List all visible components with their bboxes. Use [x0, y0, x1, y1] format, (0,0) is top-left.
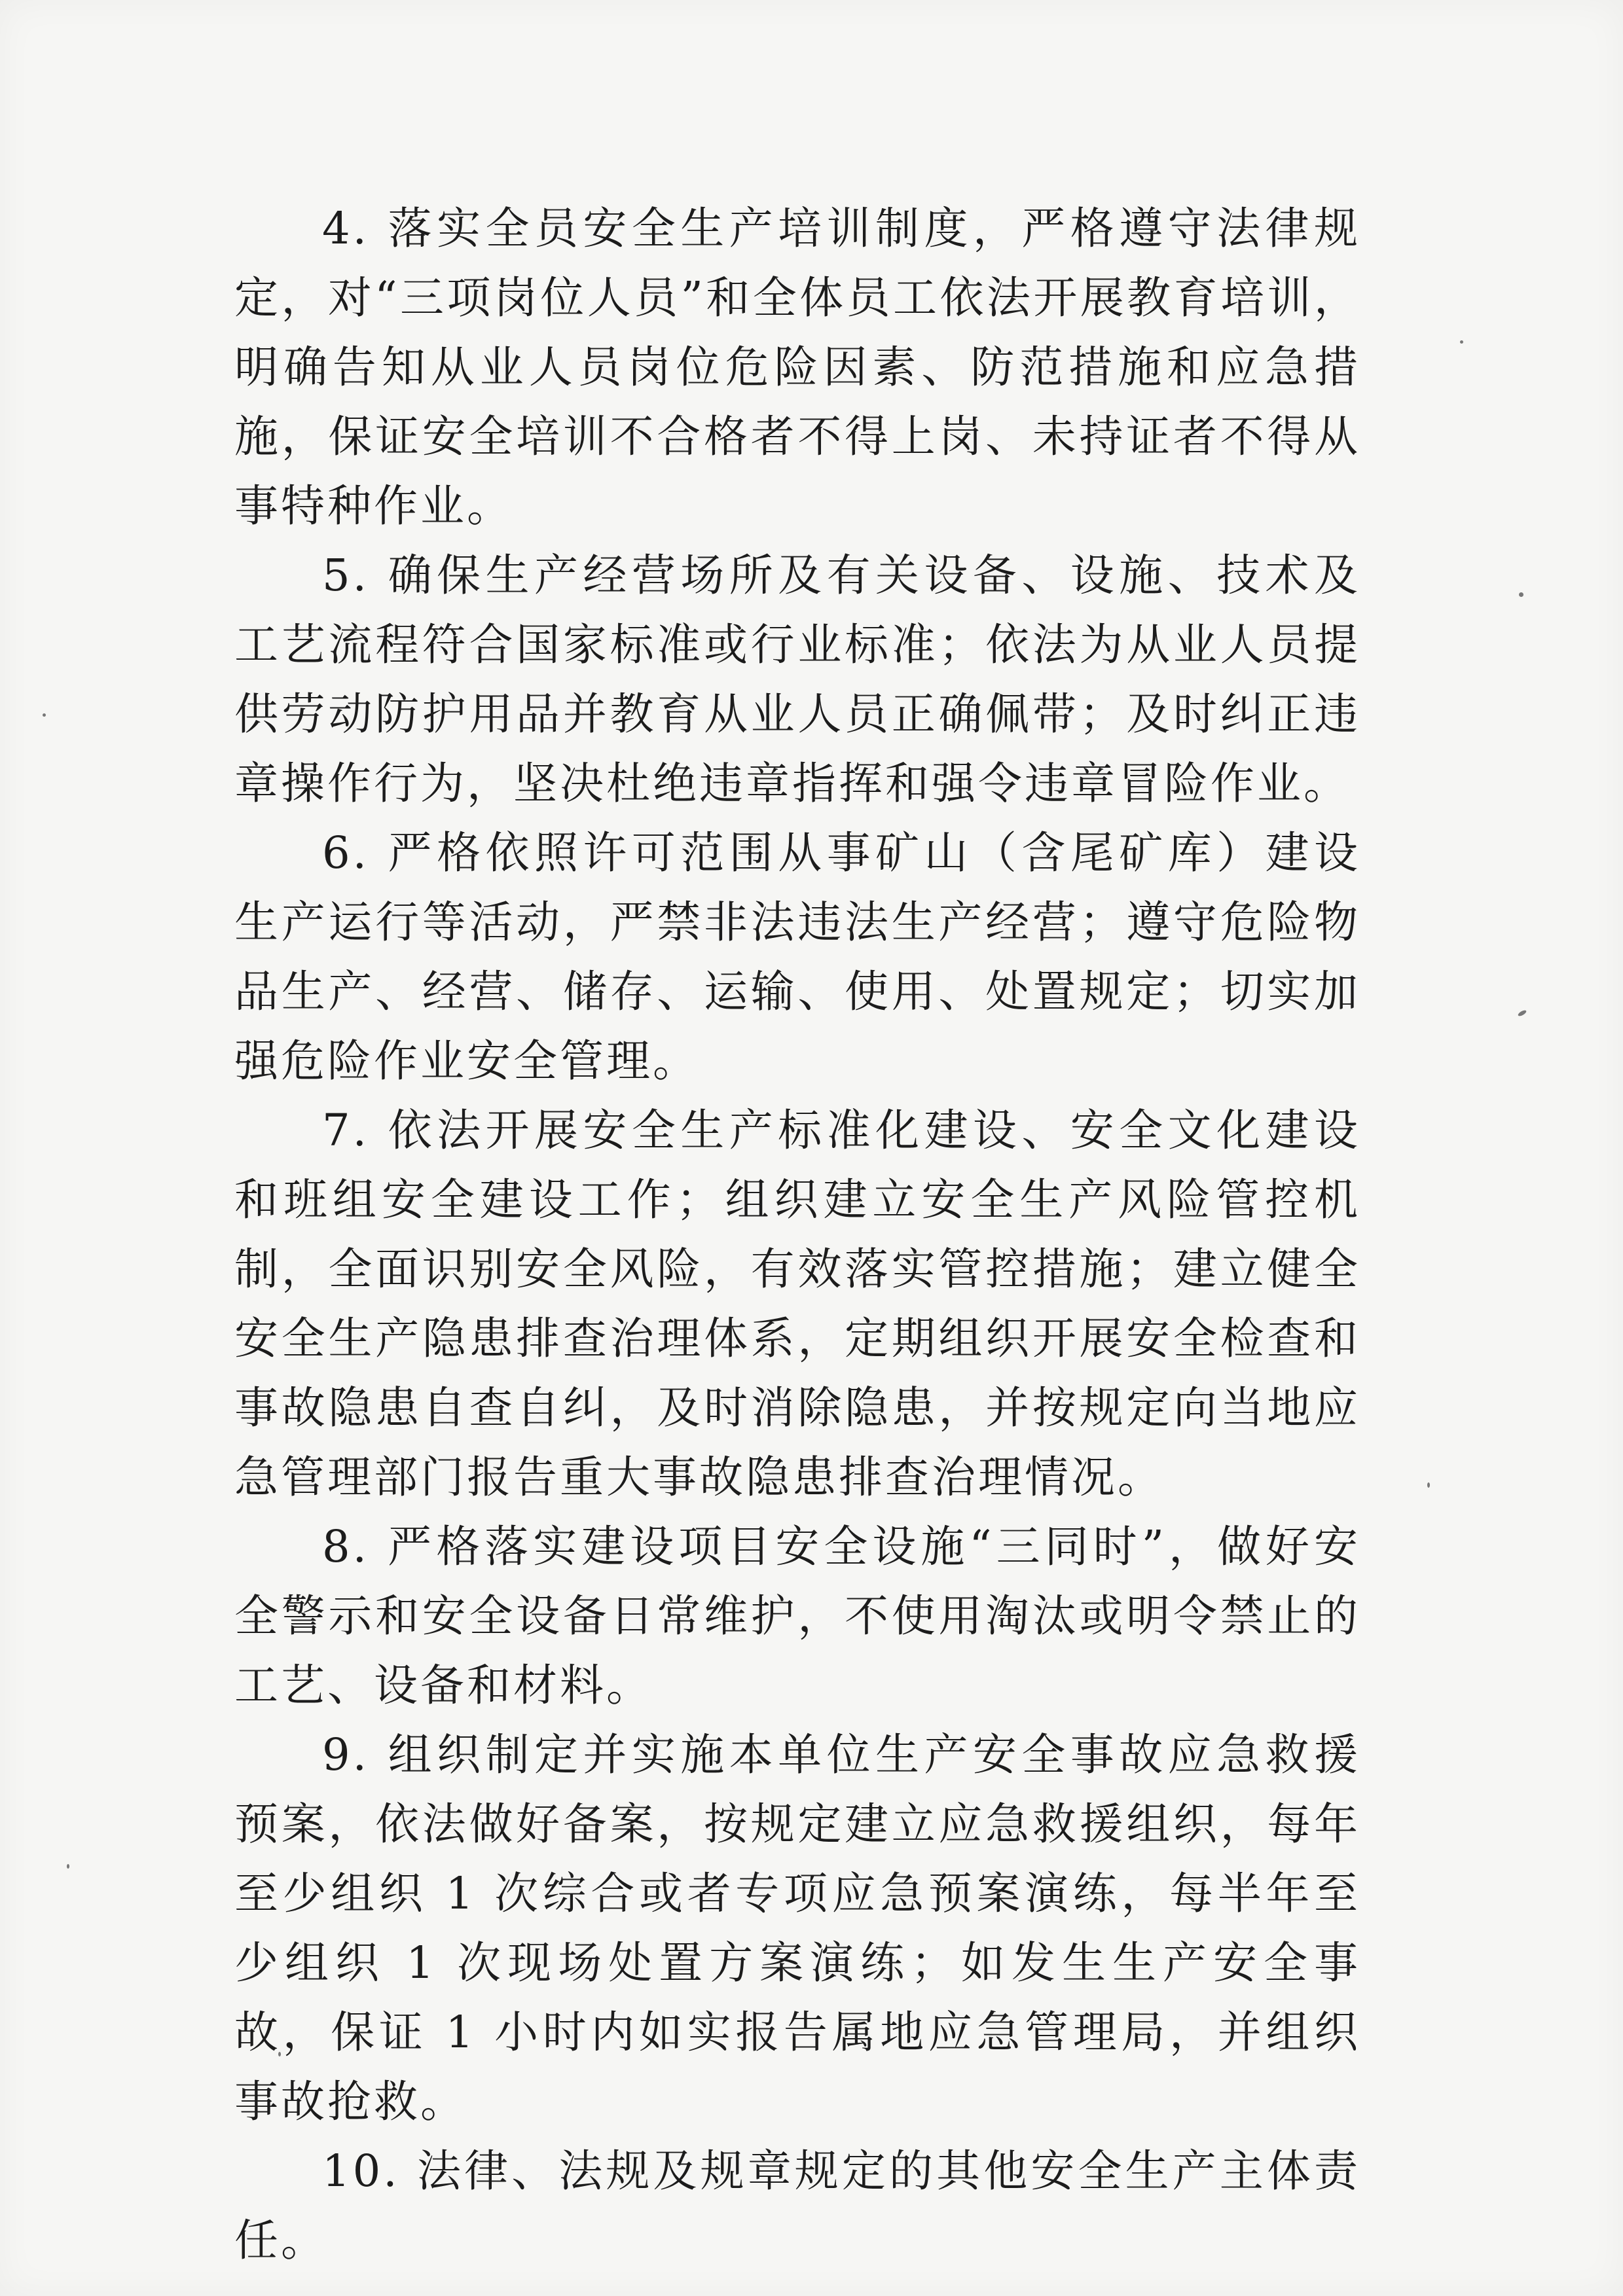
clause-7: 7. 依法开展安全生产标准化建设、安全文化建设和班组安全建设工作；组织建立安全生产风险管控机制，全面识别安全风险，有效落实管控措施；建立健全安全生产隐患排查治理体系，定期组织开展安全检查和事故隐患自查自纠，及时消除隐患，并按规定向当地应急管理部门报告重大事故隐患排查治理情况。 — [234, 1105, 1360, 1503]
scan-speck — [43, 713, 46, 717]
clause-9: 9. 组织制定并实施本单位生产安全事故应急救援预案，依法做好备案，按规定建立应急救援组织，每年至少组织 1 次综合或者专项应急预案演练，每半年至少组织 1 次现场处置方案演练；如发生生产安全事故，保证 1 小时内如实报告属地应急管理局，并组织事故抢救。 — [234, 1729, 1360, 2127]
scan-speck — [1427, 1482, 1430, 1488]
scan-speck — [67, 1864, 69, 1869]
clause-5: 5. 确保生产经营场所及有关设备、设施、技术及工艺流程符合国家标准或行业标准；依法为从业人员提供劳动防护用品并教育从业人员正确佩带；及时纠正违章操作行为，坚决杜绝违章指挥和强令违章冒险作业。 — [234, 550, 1360, 809]
clause-6: 6. 严格依照许可范围从事矿山（含尾矿库）建设生产运行等活动，严禁非法违法生产经营；遵守危险物品生产、经营、储存、运输、使用、处置规定；切实加强危险作业安全管理。 — [234, 827, 1360, 1086]
clause-8: 8. 严格落实建设项目安全设施“三同时”，做好安全警示和安全设备日常维护，不使用淘汰或明令禁止的工艺、设备和材料。 — [234, 1521, 1360, 1711]
clause-10: 10. 法律、法规及规章规定的其他安全生产主体责任。 — [234, 2145, 1360, 2266]
clause-4: 4. 落实全员安全生产培训制度，严格遵守法律规定，对“三项岗位人员”和全体员工依法开展教育培训，明确告知从业人员岗位危险因素、防范措施和应急措施，保证安全培训不合格者不得上岗、未持证者不得从事特种作业。 — [234, 203, 1360, 531]
scan-speck — [1460, 340, 1463, 344]
scan-speck — [1519, 592, 1523, 597]
document-body — [234, 194, 1360, 2275]
